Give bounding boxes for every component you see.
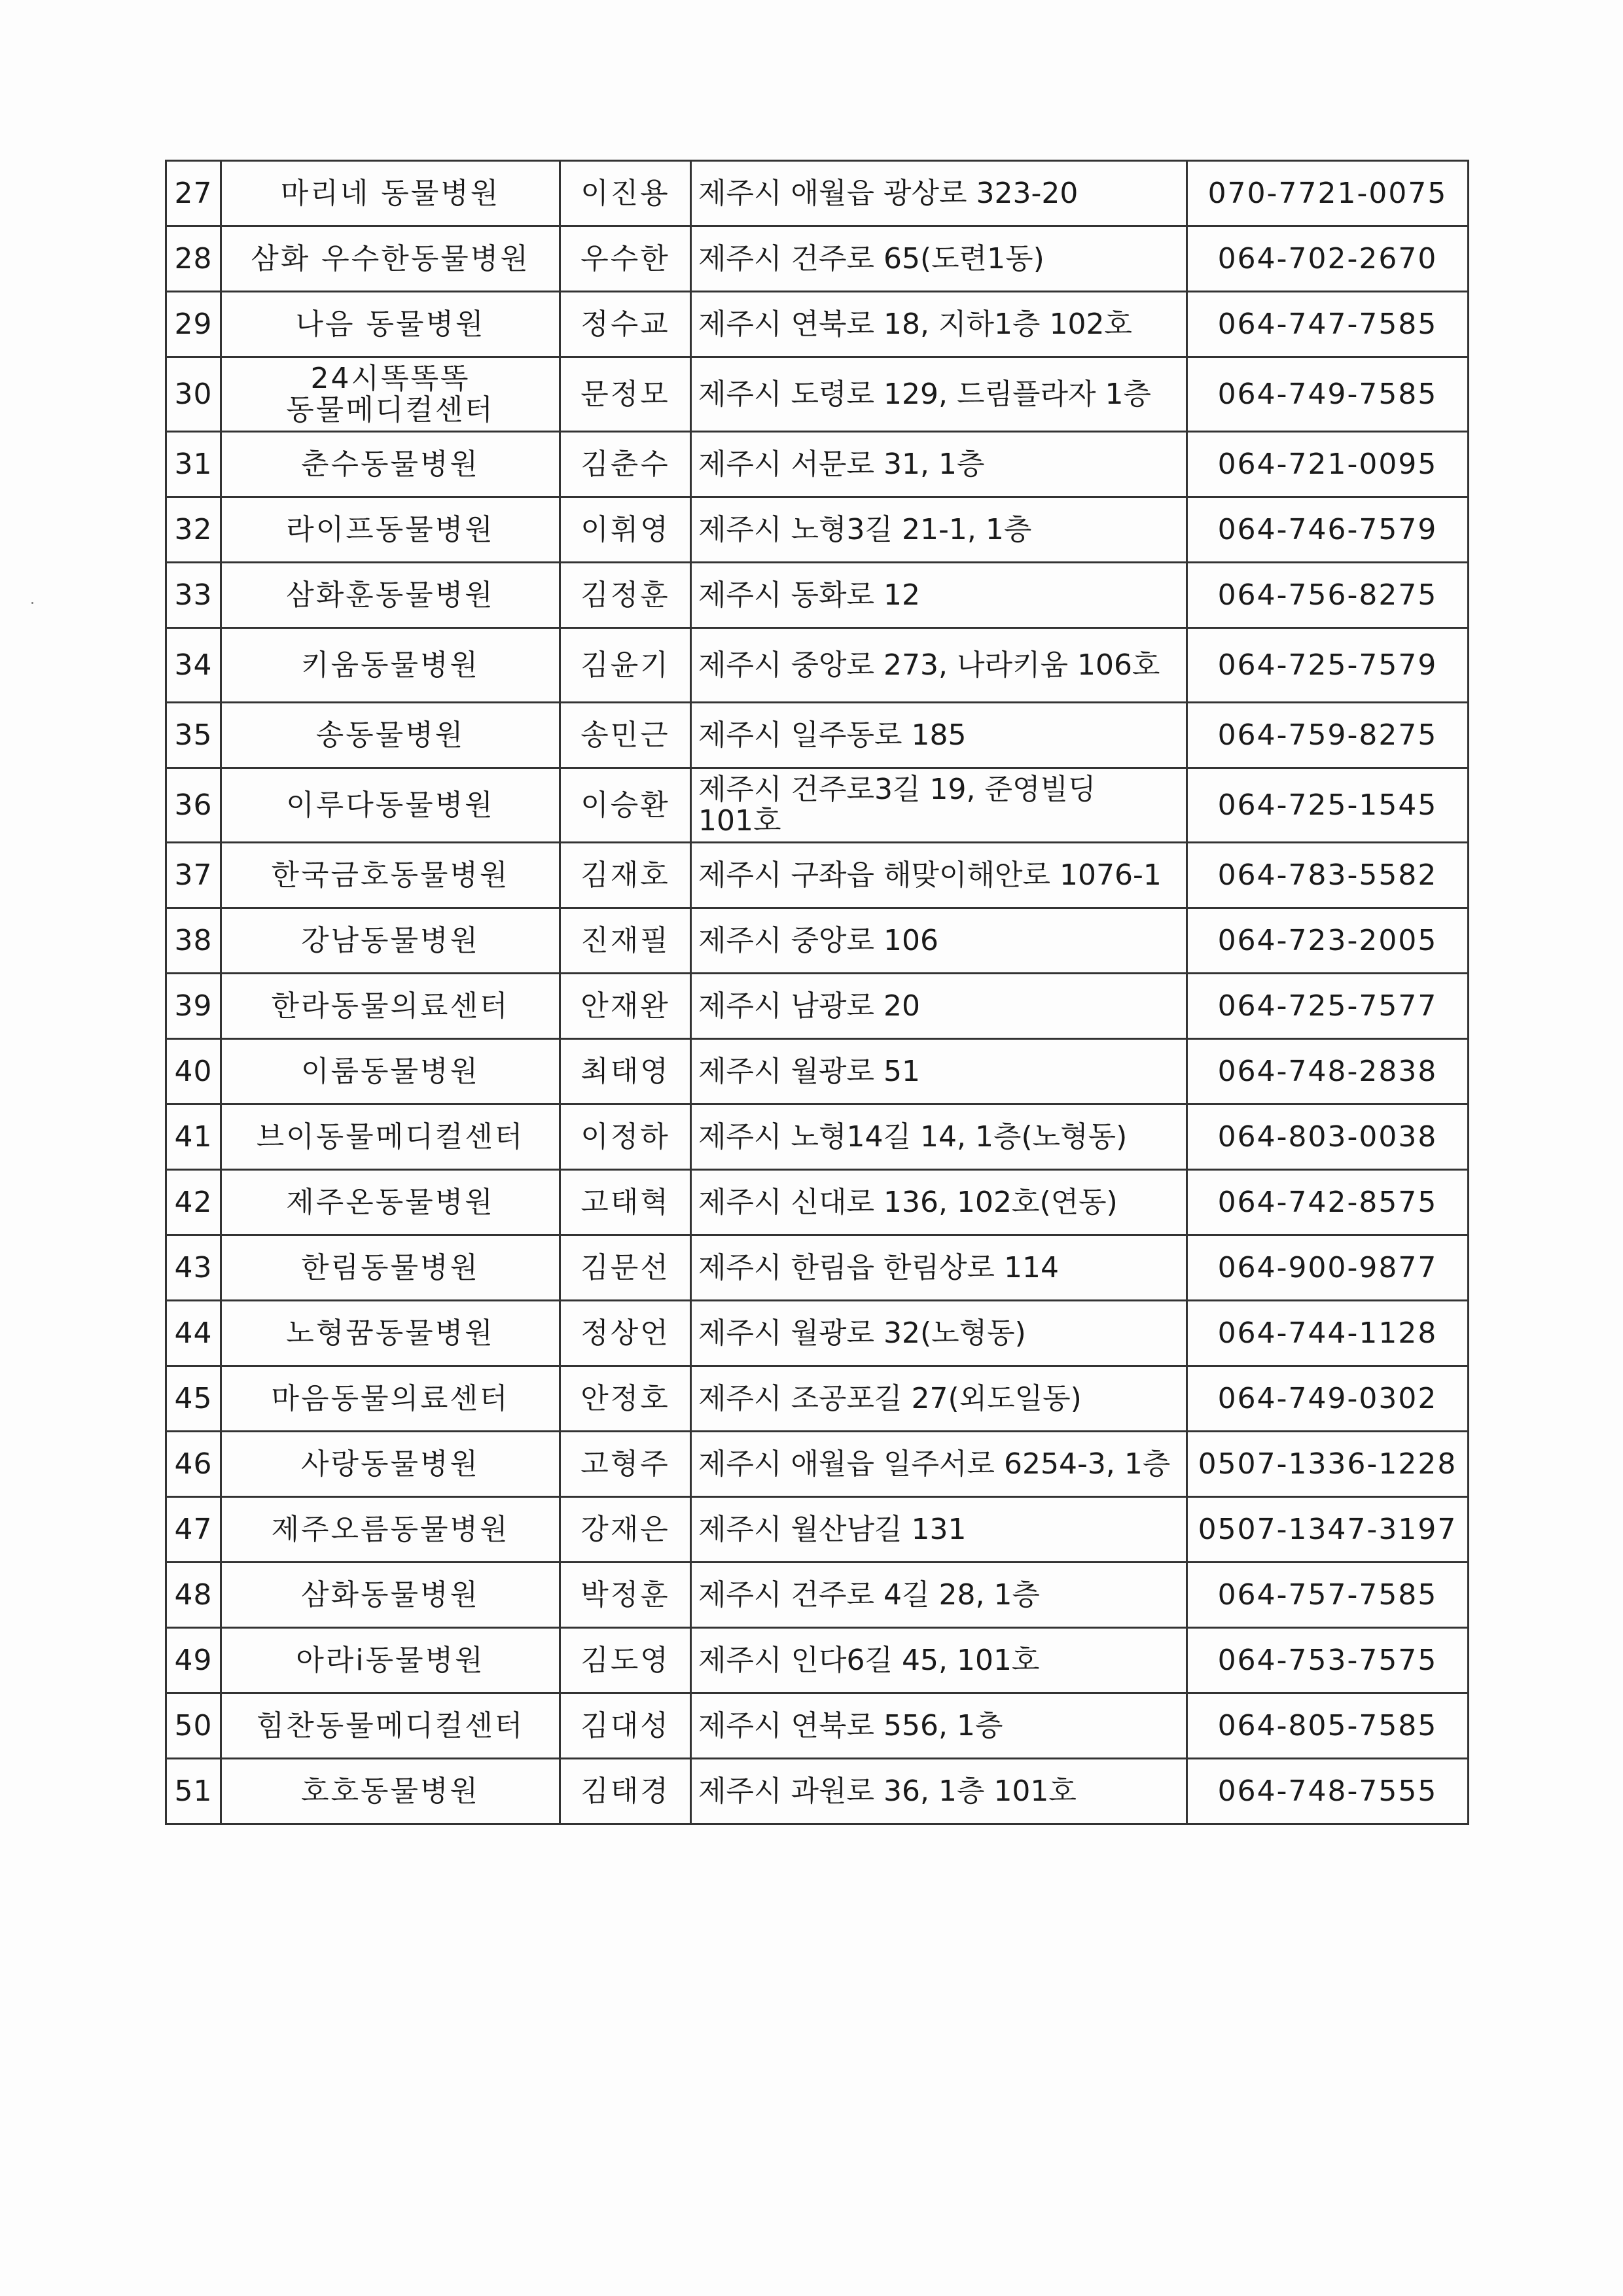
phone-number: 064-742-8575 xyxy=(1187,1170,1469,1235)
hospital-address: 제주시 연북로 18, 지하1층 102호 xyxy=(691,292,1187,357)
table-row xyxy=(166,1497,1469,1563)
hospital-name: 나음 동물병원 xyxy=(221,292,560,357)
hospital-name: 마음동물의료센터 xyxy=(221,1366,560,1432)
hospital-name: 삼화 우수한동물병원 xyxy=(221,226,560,292)
hospital-name: 힘찬동물메디컬센터 xyxy=(221,1693,560,1759)
table-row xyxy=(166,1759,1469,1824)
phone-number: 064-725-1545 xyxy=(1187,768,1469,843)
representative-name: 이진용 xyxy=(560,161,691,226)
phone-number: 064-759-8275 xyxy=(1187,703,1469,768)
hospital-name: 삼화훈동물병원 xyxy=(221,563,560,628)
hospital-address: 제주시 건주로 65(도련1동) xyxy=(691,226,1187,292)
hospital-name: 한국금호동물병원 xyxy=(221,843,560,908)
hospital-table xyxy=(165,160,1469,1825)
row-number: 30 xyxy=(166,357,221,432)
row-number: 28 xyxy=(166,226,221,292)
hospital-address: 제주시 건주로3길 19, 준영빌딩 101호 xyxy=(691,768,1187,843)
representative-name: 김도영 xyxy=(560,1628,691,1693)
hospital-address: 제주시 인다6길 45, 101호 xyxy=(691,1628,1187,1693)
hospital-address: 제주시 노형14길 14, 1층(노형동) xyxy=(691,1104,1187,1170)
row-number: 47 xyxy=(166,1497,221,1563)
row-number: 31 xyxy=(166,432,221,497)
row-number: 44 xyxy=(166,1301,221,1366)
phone-number: 064-725-7579 xyxy=(1187,628,1469,703)
representative-name: 김대성 xyxy=(560,1693,691,1759)
phone-number: 064-783-5582 xyxy=(1187,843,1469,908)
phone-number: 064-753-7575 xyxy=(1187,1628,1469,1693)
row-number: 43 xyxy=(166,1235,221,1301)
hospital-address: 제주시 신대로 136, 102호(연동) xyxy=(691,1170,1187,1235)
phone-number: 064-723-2005 xyxy=(1187,908,1469,974)
table-row xyxy=(166,1039,1469,1104)
phone-number: 064-746-7579 xyxy=(1187,497,1469,563)
hospital-address: 제주시 서문로 31, 1층 xyxy=(691,432,1187,497)
row-number: 36 xyxy=(166,768,221,843)
phone-number: 064-702-2670 xyxy=(1187,226,1469,292)
hospital-name: 24시똑똑똑 동물메디컬센터 xyxy=(221,357,560,432)
hospital-name: 마리네 동물병원 xyxy=(221,161,560,226)
row-number: 37 xyxy=(166,843,221,908)
representative-name: 박정훈 xyxy=(560,1563,691,1628)
table-row xyxy=(166,357,1469,432)
table-row xyxy=(166,974,1469,1039)
representative-name: 김재호 xyxy=(560,843,691,908)
phone-number: 064-747-7585 xyxy=(1187,292,1469,357)
hospital-name: 춘수동물병원 xyxy=(221,432,560,497)
hospital-address: 제주시 월광로 51 xyxy=(691,1039,1187,1104)
row-number: 33 xyxy=(166,563,221,628)
phone-number: 070-7721-0075 xyxy=(1187,161,1469,226)
representative-name: 이승환 xyxy=(560,768,691,843)
hospital-address: 제주시 한림읍 한림상로 114 xyxy=(691,1235,1187,1301)
table-row xyxy=(166,1628,1469,1693)
phone-number: 064-721-0095 xyxy=(1187,432,1469,497)
hospital-address: 제주시 과원로 36, 1층 101호 xyxy=(691,1759,1187,1824)
representative-name: 송민근 xyxy=(560,703,691,768)
row-number: 51 xyxy=(166,1759,221,1824)
hospital-name: 아라i동물병원 xyxy=(221,1628,560,1693)
table-row xyxy=(166,161,1469,226)
hospital-table-body xyxy=(166,161,1469,1824)
hospital-address: 제주시 도령로 129, 드림플라자 1층 xyxy=(691,357,1187,432)
row-number: 34 xyxy=(166,628,221,703)
representative-name: 정수교 xyxy=(560,292,691,357)
representative-name: 이정하 xyxy=(560,1104,691,1170)
representative-name: 김정훈 xyxy=(560,563,691,628)
hospital-name: 제주온동물병원 xyxy=(221,1170,560,1235)
table-row xyxy=(166,703,1469,768)
hospital-address: 제주시 동화로 12 xyxy=(691,563,1187,628)
phone-number: 064-805-7585 xyxy=(1187,1693,1469,1759)
hospital-name: 강남동물병원 xyxy=(221,908,560,974)
hospital-address: 제주시 구좌읍 해맞이해안로 1076-1 xyxy=(691,843,1187,908)
row-number: 45 xyxy=(166,1366,221,1432)
representative-name: 김춘수 xyxy=(560,432,691,497)
hospital-name: 송동물병원 xyxy=(221,703,560,768)
phone-number: 064-900-9877 xyxy=(1187,1235,1469,1301)
row-number: 46 xyxy=(166,1432,221,1497)
hospital-name: 호호동물병원 xyxy=(221,1759,560,1824)
hospital-address: 제주시 일주동로 185 xyxy=(691,703,1187,768)
representative-name: 안정호 xyxy=(560,1366,691,1432)
row-number: 49 xyxy=(166,1628,221,1693)
hospital-name: 라이프동물병원 xyxy=(221,497,560,563)
phone-number: 064-749-7585 xyxy=(1187,357,1469,432)
table-row xyxy=(166,1301,1469,1366)
row-number: 40 xyxy=(166,1039,221,1104)
phone-number: 064-757-7585 xyxy=(1187,1563,1469,1628)
representative-name: 정상언 xyxy=(560,1301,691,1366)
hospital-address: 제주시 중앙로 106 xyxy=(691,908,1187,974)
phone-number: 064-749-0302 xyxy=(1187,1366,1469,1432)
table-row xyxy=(166,1170,1469,1235)
representative-name: 이휘영 xyxy=(560,497,691,563)
table-row xyxy=(166,628,1469,703)
row-number: 32 xyxy=(166,497,221,563)
representative-name: 김윤기 xyxy=(560,628,691,703)
table-row xyxy=(166,768,1469,843)
representative-name: 강재은 xyxy=(560,1497,691,1563)
hospital-address: 제주시 남광로 20 xyxy=(691,974,1187,1039)
hospital-address: 제주시 조공포길 27(외도일동) xyxy=(691,1366,1187,1432)
hospital-address: 제주시 중앙로 273, 나라키움 106호 xyxy=(691,628,1187,703)
row-number: 50 xyxy=(166,1693,221,1759)
hospital-name: 삼화동물병원 xyxy=(221,1563,560,1628)
hospital-address: 제주시 월광로 32(노형동) xyxy=(691,1301,1187,1366)
representative-name: 진재필 xyxy=(560,908,691,974)
hospital-name: 노형꿈동물병원 xyxy=(221,1301,560,1366)
phone-number: 064-725-7577 xyxy=(1187,974,1469,1039)
table-row xyxy=(166,1563,1469,1628)
hospital-address: 제주시 애월읍 일주서로 6254-3, 1층 xyxy=(691,1432,1187,1497)
table-row xyxy=(166,226,1469,292)
scan-speck xyxy=(31,602,33,604)
table-row xyxy=(166,292,1469,357)
representative-name: 최태영 xyxy=(560,1039,691,1104)
table-row xyxy=(166,432,1469,497)
row-number: 35 xyxy=(166,703,221,768)
hospital-name: 브이동물메디컬센터 xyxy=(221,1104,560,1170)
table-row xyxy=(166,1235,1469,1301)
hospital-name: 이룸동물병원 xyxy=(221,1039,560,1104)
row-number: 27 xyxy=(166,161,221,226)
table-row xyxy=(166,1693,1469,1759)
representative-name: 안재완 xyxy=(560,974,691,1039)
table-row xyxy=(166,563,1469,628)
phone-number: 064-803-0038 xyxy=(1187,1104,1469,1170)
row-number: 29 xyxy=(166,292,221,357)
hospital-address: 제주시 건주로 4길 28, 1층 xyxy=(691,1563,1187,1628)
representative-name: 김문선 xyxy=(560,1235,691,1301)
phone-number: 0507-1336-1228 xyxy=(1187,1432,1469,1497)
table-row xyxy=(166,843,1469,908)
hospital-address: 제주시 월산남길 131 xyxy=(691,1497,1187,1563)
phone-number: 064-748-2838 xyxy=(1187,1039,1469,1104)
hospital-name: 키움동물병원 xyxy=(221,628,560,703)
representative-name: 김태경 xyxy=(560,1759,691,1824)
hospital-name: 이루다동물병원 xyxy=(221,768,560,843)
row-number: 42 xyxy=(166,1170,221,1235)
representative-name: 문정모 xyxy=(560,357,691,432)
phone-number: 0507-1347-3197 xyxy=(1187,1497,1469,1563)
representative-name: 고태혁 xyxy=(560,1170,691,1235)
row-number: 48 xyxy=(166,1563,221,1628)
representative-name: 고형주 xyxy=(560,1432,691,1497)
hospital-name: 제주오름동물병원 xyxy=(221,1497,560,1563)
row-number: 39 xyxy=(166,974,221,1039)
phone-number: 064-748-7555 xyxy=(1187,1759,1469,1824)
hospital-address: 제주시 연북로 556, 1층 xyxy=(691,1693,1187,1759)
phone-number: 064-744-1128 xyxy=(1187,1301,1469,1366)
hospital-name: 한림동물병원 xyxy=(221,1235,560,1301)
table-row xyxy=(166,1104,1469,1170)
representative-name: 우수한 xyxy=(560,226,691,292)
table-row xyxy=(166,497,1469,563)
phone-number: 064-756-8275 xyxy=(1187,563,1469,628)
row-number: 38 xyxy=(166,908,221,974)
table-row xyxy=(166,1432,1469,1497)
hospital-name: 한라동물의료센터 xyxy=(221,974,560,1039)
table-row xyxy=(166,1366,1469,1432)
hospital-address: 제주시 애월읍 광상로 323-20 xyxy=(691,161,1187,226)
hospital-address: 제주시 노형3길 21-1, 1층 xyxy=(691,497,1187,563)
table-row xyxy=(166,908,1469,974)
hospital-name: 사랑동물병원 xyxy=(221,1432,560,1497)
row-number: 41 xyxy=(166,1104,221,1170)
